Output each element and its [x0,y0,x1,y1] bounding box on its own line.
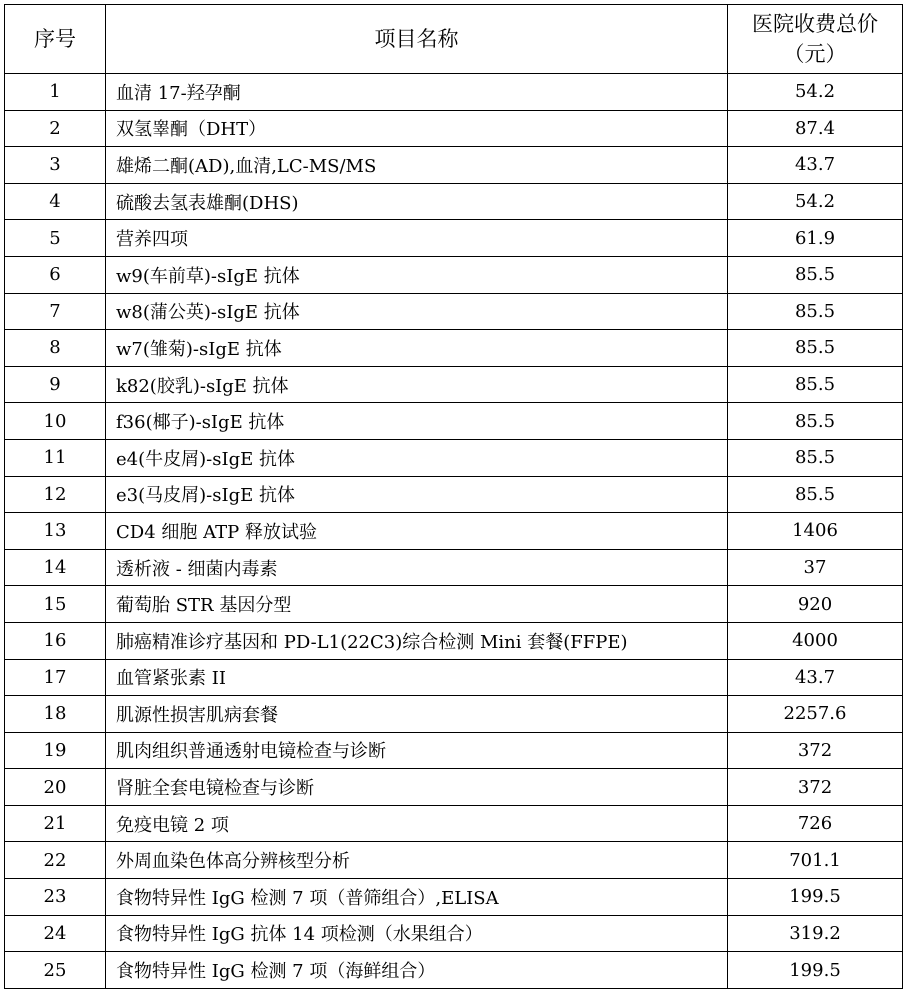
table-row [5,293,903,330]
row-item-name: w7(雏菊)-sIgE 抗体 [106,330,728,367]
row-item-name: 葡萄胎 STR 基因分型 [106,586,728,623]
row-index: 3 [5,147,106,184]
row-item-name: CD4 细胞 ATP 释放试验 [106,513,728,550]
table-row [5,659,903,696]
row-item-name: 血清 17-羟孕酮 [106,74,728,111]
row-index: 20 [5,769,106,806]
row-price: 372 [728,732,903,769]
row-index: 25 [5,952,106,989]
row-item-name: 肌肉组织普通透射电镜检查与诊断 [106,732,728,769]
row-index: 24 [5,915,106,952]
row-price: 54.2 [728,183,903,220]
row-item-name: w9(车前草)-sIgE 抗体 [106,256,728,293]
row-price: 726 [728,805,903,842]
row-index: 15 [5,586,106,623]
row-price: 85.5 [728,476,903,513]
row-item-name: e4(牛皮屑)-sIgE 抗体 [106,439,728,476]
row-index: 7 [5,293,106,330]
row-price: 85.5 [728,439,903,476]
table-header [5,5,903,74]
row-index: 10 [5,403,106,440]
row-item-name: 血管紧张素 II [106,659,728,696]
row-item-name: f36(椰子)-sIgE 抗体 [106,403,728,440]
table-row [5,256,903,293]
row-item-name: 肾脏全套电镜检查与诊断 [106,769,728,806]
row-item-name: 免疫电镜 2 项 [106,805,728,842]
row-price: 85.5 [728,366,903,403]
table-row [5,147,903,184]
row-price: 2257.6 [728,696,903,733]
row-price: 701.1 [728,842,903,879]
row-index: 4 [5,183,106,220]
row-index: 18 [5,696,106,733]
row-index: 21 [5,805,106,842]
header-name: 项目名称 [106,5,728,74]
table-row [5,330,903,367]
table-row [5,366,903,403]
table-row [5,513,903,550]
header-index: 序号 [5,5,106,74]
row-price: 43.7 [728,147,903,184]
table-row [5,769,903,806]
row-item-name: 双氢睾酮（DHT） [106,110,728,147]
table-row [5,732,903,769]
row-index: 22 [5,842,106,879]
header-price: 医院收费总价（元） [728,5,903,74]
row-item-name: e3(马皮屑)-sIgE 抗体 [106,476,728,513]
row-price: 43.7 [728,659,903,696]
row-item-name: w8(蒲公英)-sIgE 抗体 [106,293,728,330]
table-body [5,74,903,989]
row-price: 61.9 [728,220,903,257]
row-index: 11 [5,439,106,476]
table-row [5,915,903,952]
row-price: 87.4 [728,110,903,147]
table-row [5,439,903,476]
row-index: 9 [5,366,106,403]
fee-table [4,4,903,989]
row-price: 54.2 [728,74,903,111]
row-price: 199.5 [728,879,903,916]
row-index: 2 [5,110,106,147]
row-price: 85.5 [728,293,903,330]
row-index: 12 [5,476,106,513]
row-item-name: 营养四项 [106,220,728,257]
table-row [5,952,903,989]
row-price: 85.5 [728,403,903,440]
table-row [5,110,903,147]
row-index: 6 [5,256,106,293]
table-row [5,549,903,586]
row-price: 920 [728,586,903,623]
row-item-name: 透析液 - 细菌内毒素 [106,549,728,586]
row-price: 85.5 [728,330,903,367]
table-row [5,842,903,879]
table-row [5,220,903,257]
row-index: 13 [5,513,106,550]
row-price: 4000 [728,622,903,659]
row-index: 17 [5,659,106,696]
row-index: 5 [5,220,106,257]
table-row [5,696,903,733]
row-item-name: 肌源性损害肌病套餐 [106,696,728,733]
table-row [5,586,903,623]
row-item-name: 食物特异性 IgG 抗体 14 项检测（水果组合） [106,915,728,952]
row-index: 16 [5,622,106,659]
row-item-name: 外周血染色体高分辨核型分析 [106,842,728,879]
table-row [5,879,903,916]
row-item-name: 硫酸去氢表雄酮(DHS) [106,183,728,220]
header-row [5,5,903,74]
row-index: 14 [5,549,106,586]
row-index: 19 [5,732,106,769]
row-price: 372 [728,769,903,806]
row-index: 23 [5,879,106,916]
table-row [5,403,903,440]
row-index: 1 [5,74,106,111]
table-row [5,622,903,659]
row-item-name: 食物特异性 IgG 检测 7 项（普筛组合）,ELISA [106,879,728,916]
row-item-name: 雄烯二酮(AD),血清,LC-MS/MS [106,147,728,184]
row-price: 319.2 [728,915,903,952]
row-item-name: k82(胶乳)-sIgE 抗体 [106,366,728,403]
table-row [5,805,903,842]
row-item-name: 肺癌精准诊疗基因和 PD-L1(22C3)综合检测 Mini 套餐(FFPE) [106,622,728,659]
row-index: 8 [5,330,106,367]
row-price: 1406 [728,513,903,550]
row-price: 199.5 [728,952,903,989]
table-row [5,476,903,513]
table-row [5,74,903,111]
row-price: 37 [728,549,903,586]
table-row [5,183,903,220]
row-price: 85.5 [728,256,903,293]
row-item-name: 食物特异性 IgG 检测 7 项（海鲜组合） [106,952,728,989]
